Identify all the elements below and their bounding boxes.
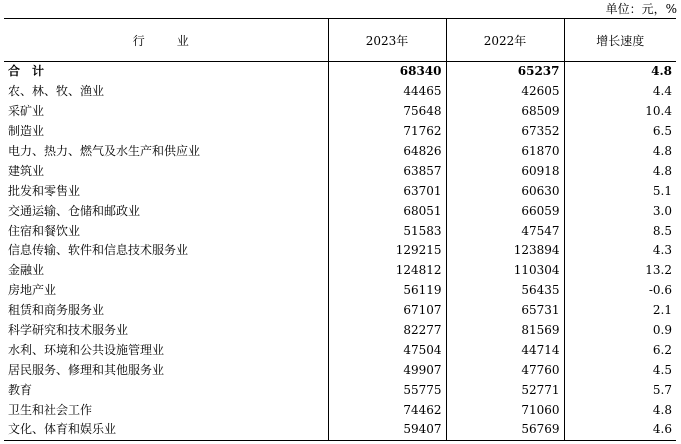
growth-cell: 6.5 [564,122,676,142]
table-row [4,241,676,261]
header-growth: 增长速度 [564,19,676,62]
table-row [4,420,676,440]
growth-cell: 5.1 [564,181,676,201]
table-row [4,281,676,301]
table-row [4,360,676,380]
growth-cell: 4.8 [564,400,676,420]
value-2023-cell: 64826 [328,142,446,162]
unit-label: 单位：元，% [605,2,677,16]
growth-cell: 3.0 [564,201,676,221]
table-row [4,321,676,341]
growth-cell: 6.2 [564,340,676,360]
value-2022-cell: 68509 [446,102,564,122]
value-2022-cell: 81569 [446,321,564,341]
industry-cell: 建筑业 [8,163,45,178]
growth-cell: 4.8 [564,161,676,181]
header-industry: 行 业 [4,19,328,62]
growth-cell: -0.6 [564,281,676,301]
industry-cell: 科学研究和技术服务业 [8,323,129,338]
industry-cell: 信息传输、软件和信息技术服务业 [8,243,189,258]
industry-cell: 制造业 [8,124,45,139]
value-2022-cell: 60918 [446,161,564,181]
value-2022-cell: 110304 [446,261,564,281]
value-2023-cell: 67107 [328,301,446,321]
value-2022-cell: 44714 [446,340,564,360]
wage-table [4,18,676,441]
industry-cell: 批发和零售业 [8,183,81,198]
table-row [4,102,676,122]
value-2022-cell: 65731 [446,301,564,321]
value-2023-cell: 68051 [328,201,446,221]
value-2022-cell: 66059 [446,201,564,221]
value-2023-cell: 51583 [328,221,446,241]
industry-cell: 教育 [8,382,33,397]
header-row [4,19,676,62]
growth-cell: 10.4 [564,102,676,122]
table-row [4,122,676,142]
value-2023-cell: 75648 [328,102,446,122]
header-2022: 2022年 [446,19,564,62]
growth-cell: 4.3 [564,241,676,261]
value-2023-cell: 63701 [328,181,446,201]
table-row [4,161,676,181]
table-body [4,62,676,441]
growth-cell: 4.4 [564,82,676,102]
industry-cell: 金融业 [8,263,45,278]
value-2022-cell: 67352 [446,122,564,142]
growth-cell: 4.8 [564,62,676,82]
table-header [4,19,676,62]
industry-cell: 农、林、牧、渔业 [8,84,105,99]
value-2022-cell: 123894 [446,241,564,261]
growth-cell: 4.8 [564,142,676,162]
value-2022-cell: 65237 [446,62,564,82]
value-2022-cell: 47760 [446,360,564,380]
table-row [4,380,676,400]
value-2022-cell: 71060 [446,400,564,420]
value-2023-cell: 74462 [328,400,446,420]
industry-cell: 电力、热力、燃气及水生产和供应业 [8,144,201,158]
industry-cell: 居民服务、修理和其他服务业 [8,362,165,377]
header-2023: 2023年 [328,19,446,62]
industry-cell: 住宿和餐饮业 [8,223,81,238]
table-row [4,221,676,241]
table-row [4,201,676,221]
value-2022-cell: 56435 [446,281,564,301]
value-2023-cell: 68340 [328,62,446,82]
value-2023-cell: 129215 [328,241,446,261]
value-2023-cell: 82277 [328,321,446,341]
value-2023-cell: 124812 [328,261,446,281]
industry-cell: 房地产业 [8,283,57,298]
growth-cell: 8.5 [564,221,676,241]
industry-cell: 水利、环境和公共设施管理业 [8,342,165,357]
value-2023-cell: 55775 [328,380,446,400]
value-2022-cell: 60630 [446,181,564,201]
table-row [4,400,676,420]
industry-cell: 租赁和商务服务业 [8,303,105,318]
value-2023-cell: 47504 [328,340,446,360]
growth-cell: 5.7 [564,380,676,400]
industry-cell: 采矿业 [8,104,45,119]
growth-cell: 4.6 [564,420,676,440]
table-row [4,82,676,102]
industry-cell: 合 计 [8,64,45,79]
value-2022-cell: 52771 [446,380,564,400]
industry-cell: 文化、体育和娱乐业 [4,420,328,440]
value-2023-cell: 63857 [328,161,446,181]
industry-cell: 卫生和社会工作 [8,402,93,417]
value-2023-cell: 56119 [328,281,446,301]
value-2023-cell: 71762 [328,122,446,142]
growth-cell: 2.1 [564,301,676,321]
total-row [4,62,676,82]
value-2023-cell: 59407 [328,420,446,440]
value-2022-cell: 61870 [446,142,564,162]
value-2023-cell: 49907 [328,360,446,380]
growth-cell: 13.2 [564,261,676,281]
growth-cell: 4.5 [564,360,676,380]
value-2023-cell: 44465 [328,82,446,102]
table-row [4,142,676,162]
table-row [4,181,676,201]
value-2022-cell: 42605 [446,82,564,102]
value-2022-cell: 56769 [446,420,564,440]
industry-cell: 交通运输、仓储和邮政业 [8,203,141,218]
table-row [4,301,676,321]
value-2022-cell: 47547 [446,221,564,241]
table-row [4,261,676,281]
growth-cell: 0.9 [564,321,676,341]
table-row [4,340,676,360]
